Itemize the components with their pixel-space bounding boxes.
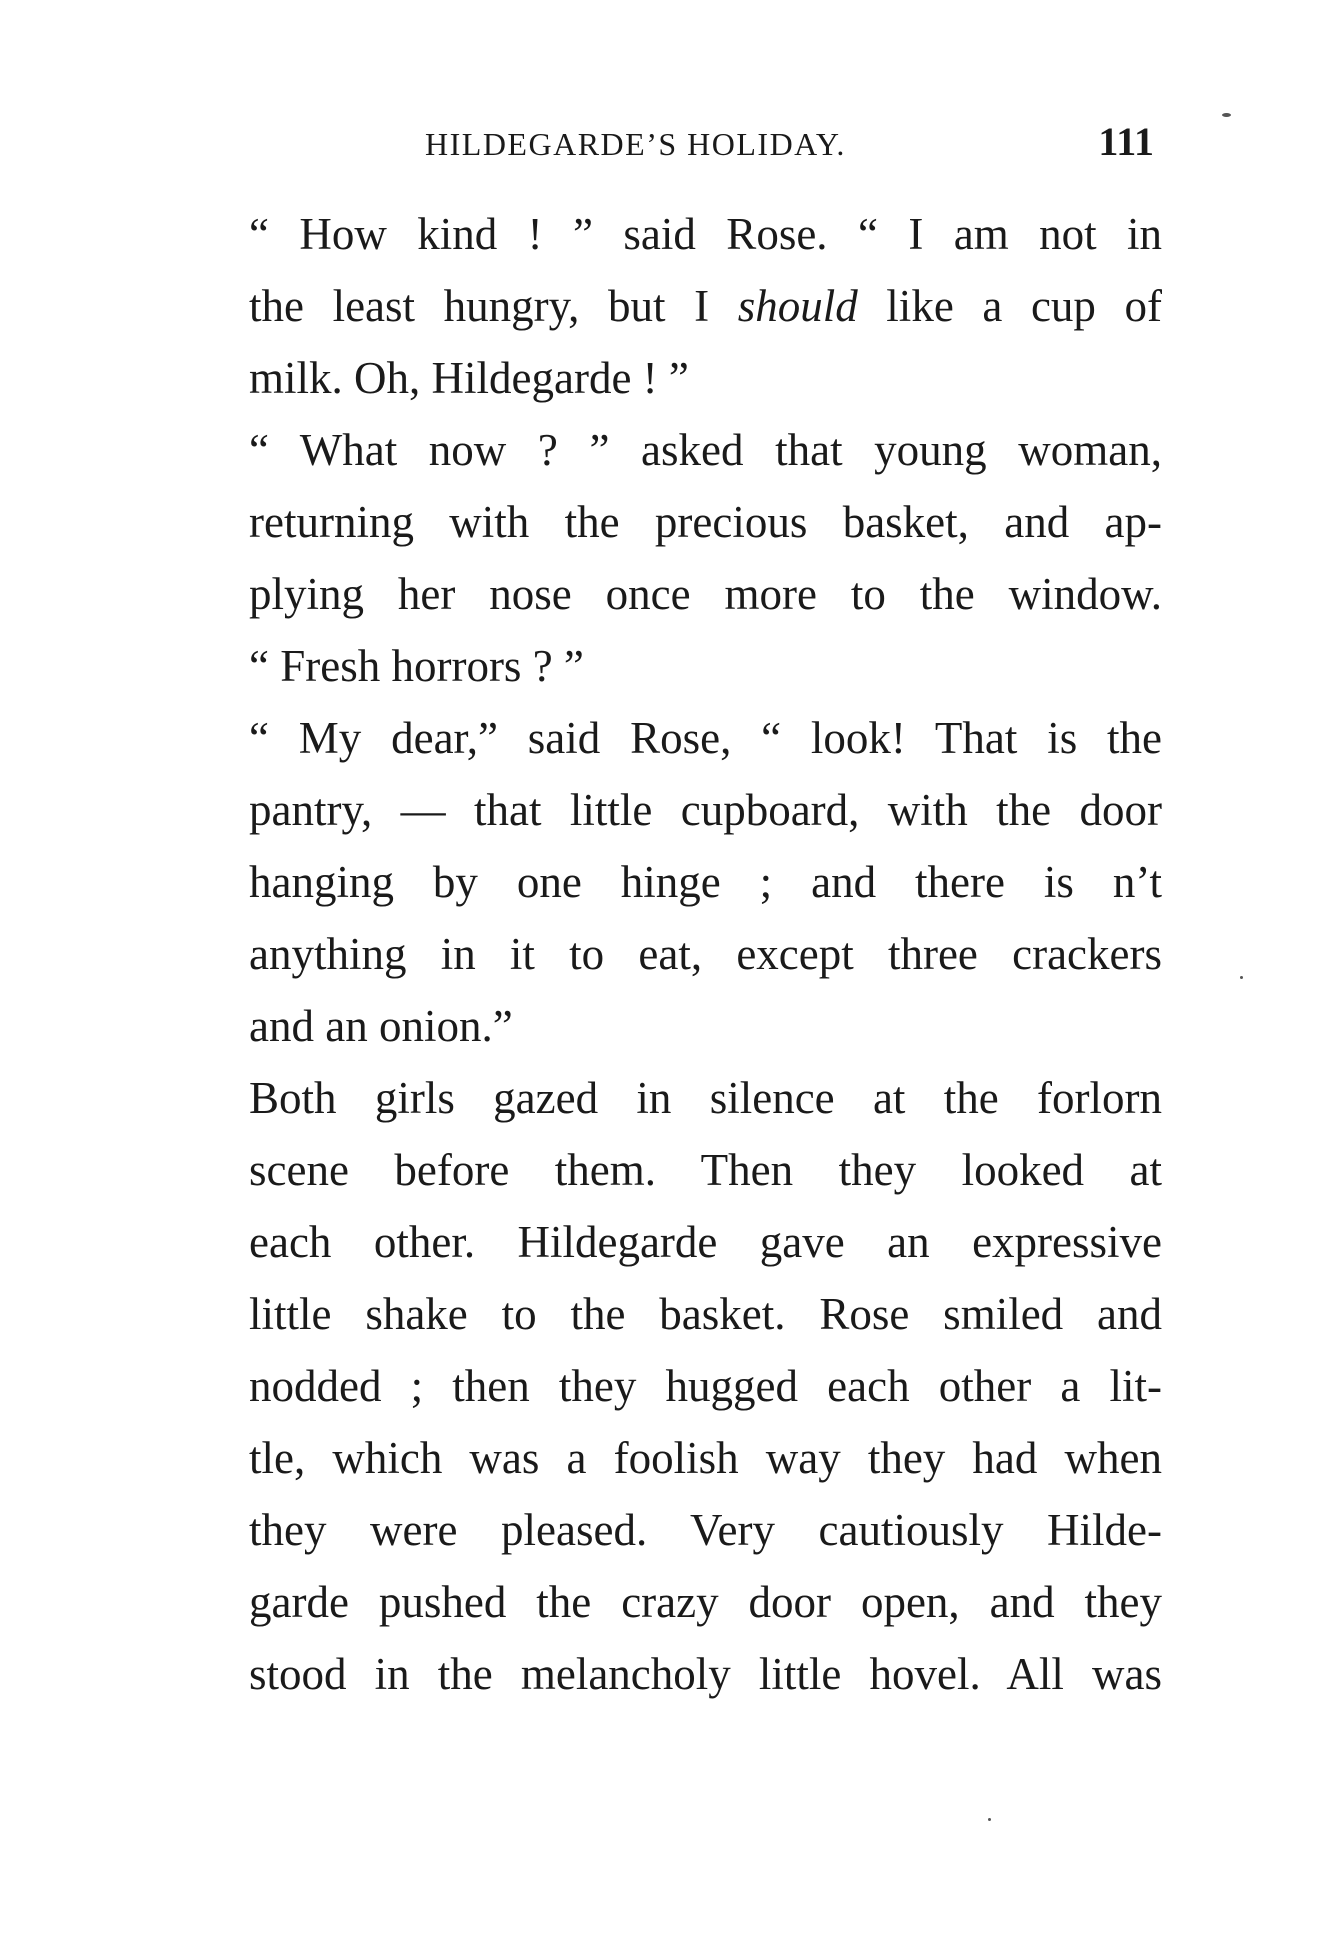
text-run: like a cup of xyxy=(857,281,1162,331)
paragraph-2 xyxy=(197,414,1162,702)
paragraph-1 xyxy=(197,198,1162,414)
text-line: pantry, — that little cupboard, with the door xyxy=(249,785,1162,835)
text-line: they were pleased. Very cautiously Hilde- xyxy=(249,1505,1162,1555)
book-page xyxy=(197,118,1162,1710)
text-run: the least hungry, but I xyxy=(249,281,738,331)
paragraph-3 xyxy=(197,702,1162,1062)
text-line: each other. Hildegarde gave an expressive xyxy=(249,1217,1162,1267)
text-line: “ My dear,” said Rose, “ look! That is the xyxy=(249,713,1162,763)
text-line: milk. Oh, Hildegarde ! ” xyxy=(249,353,689,403)
text-line: little shake to the basket. Rose smiled and xyxy=(249,1289,1162,1339)
running-title: HILDEGARDE’S HOLIDAY. xyxy=(425,126,846,162)
text-line: nodded ; then they hugged each other a lit- xyxy=(249,1361,1162,1411)
text-line: anything in it to eat, except three crackers xyxy=(249,929,1162,979)
scan-speck xyxy=(1240,976,1243,979)
body-text xyxy=(197,198,1162,1710)
text-line: “ Fresh horrors ? ” xyxy=(249,641,584,691)
paragraph-4 xyxy=(197,1062,1162,1710)
text-line: stood in the melancholy little hovel. All was xyxy=(249,1649,1162,1699)
italic-word: should xyxy=(737,281,858,331)
page-number: 111 xyxy=(1098,119,1154,164)
text-line: returning with the precious basket, and ap- xyxy=(249,497,1162,547)
text-line: “ What now ? ” asked that young woman, xyxy=(249,425,1162,475)
text-line: Both girls gazed in silence at the forlorn xyxy=(249,1073,1162,1123)
scan-speck xyxy=(988,1818,991,1821)
text-line: hanging by one hinge ; and there is n’t xyxy=(249,857,1162,907)
scan-speck xyxy=(1222,113,1231,117)
text-line: “ How kind ! ” said Rose. “ I am not in xyxy=(249,209,1162,259)
text-line: and an onion.” xyxy=(249,1001,513,1051)
text-line: scene before them. Then they looked at xyxy=(249,1145,1162,1195)
text-line: plying her nose once more to the window. xyxy=(249,569,1162,619)
text-line: garde pushed the crazy door open, and they xyxy=(249,1577,1162,1627)
text-line xyxy=(197,270,1162,342)
running-head xyxy=(197,118,1162,174)
text-line: tle, which was a foolish way they had when xyxy=(249,1433,1162,1483)
